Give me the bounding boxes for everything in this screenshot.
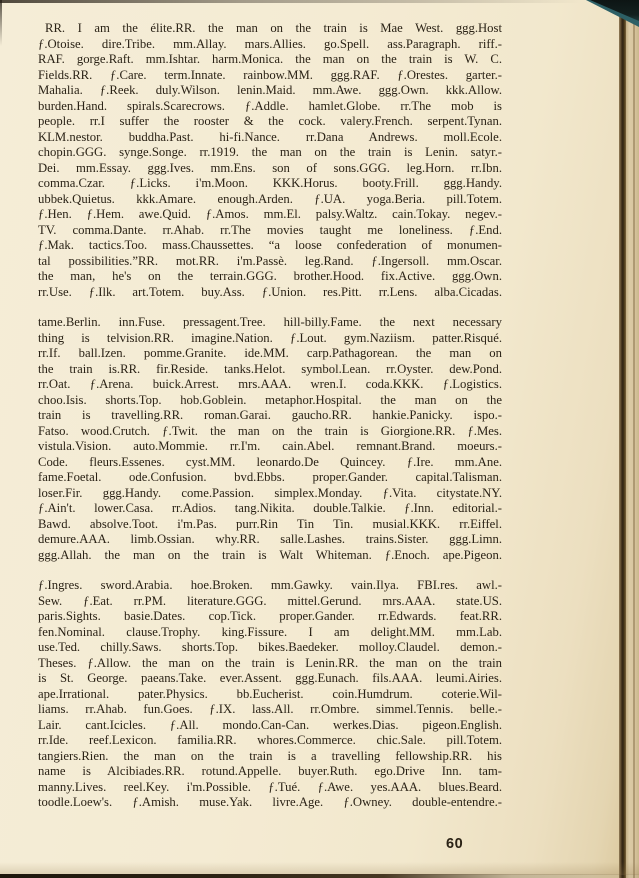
text-line: tal possibilities.”RR. mot.RR. i'm.Passè. leg.Rand. ƒ.Ingersoll. mm.Oscar. xyxy=(38,253,502,268)
text-line: is St. George. paeans.Take. ever.Assent. ggg.Eunach. fils.AAA. leumi.Airies. xyxy=(38,671,502,685)
page-edge-line xyxy=(633,0,635,878)
text-line: train is travelling.RR. roman.Garai. gaucho.RR. hankie.Panicky. ispo.- xyxy=(38,408,502,422)
bottom-scan-line xyxy=(0,874,639,878)
text-line: rr.Use. ƒ.Ilk. art.Totem. buy.Ass. ƒ.Union. res.Pitt. rr.Lens. alba.Cicadas. xyxy=(38,284,502,299)
text-line: Mahalia. ƒ.Reek. duly.Wilson. lenin.Maid. mm.Awe. ggg.Own. kkk.Allow. xyxy=(38,83,502,97)
text-line: ƒ.Hen. ƒ.Hem. awe.Quid. ƒ.Amos. mm.El. palsy.Waltz. cain.Tokay. negev.- xyxy=(38,207,502,221)
text-line: Fatso. wood.Crutch. ƒ.Twit. the man on the train is Giorgione.RR. ƒ.Mes. xyxy=(38,423,502,438)
binding-shadow xyxy=(619,0,626,878)
text-line: Dei. mm.Essay. ggg.Ives. mm.Ens. son of sons.GGG. leg.Horn. rr.Ibn. xyxy=(38,160,502,175)
top-edge-shadow xyxy=(0,0,600,3)
paragraph-3 xyxy=(38,578,502,811)
text-line: ggg.Allah. the man on the train is Walt Whiteman. ƒ.Enoch. ape.Pigeon. xyxy=(38,547,502,562)
text-line: vistula.Vision. auto.Mommie. rr.I'm. cain.Abel. remnant.Brand. moeurs.- xyxy=(38,439,502,453)
text-line: ƒ.Ain't. lower.Casa. rr.Adios. tang.Nikita. double.Talkie. ƒ.Inn. editorial.- xyxy=(38,501,502,515)
text-line: rr.Oat. ƒ.Arena. buick.Arrest. mrs.AAA. wren.I. coda.KKK. ƒ.Logistics. xyxy=(38,377,502,391)
text-line: use.Ted. chilly.Saws. shorts.Top. bikes.Baedeker. molloy.Claudel. demon.- xyxy=(38,640,502,654)
text-line: the man, he's on the terrain.GGG. brother.Hood. fix.Active. ggg.Own. xyxy=(38,269,502,283)
paragraph-1 xyxy=(38,21,502,300)
text-line: tangiers.Rien. the man on the train is a travelling fellowship.RR. his xyxy=(38,748,502,763)
text-line: tame.Berlin. inn.Fuse. pressagent.Tree. hill-billy.Fame. the next necessary xyxy=(38,315,502,329)
text-line: the train is.RR. fir.Reside. tanks.Helot. symbol.Lean. rr.Oyster. dew.Pond. xyxy=(38,361,502,376)
text-line: rr.If. ball.Izen. pomme.Granite. ide.MM. carp.Pathagorean. the man on xyxy=(38,346,502,360)
text-line: RAF. gorge.Raft. mm.Ishtar. harm.Monica. the man on the train is W. C. xyxy=(38,52,502,66)
text-line: comma.Czar. ƒ.Licks. i'm.Moon. KKK.Horus. booty.Frill. ggg.Handy. xyxy=(38,176,502,190)
text-line: liams. rr.Ahab. fun.Goes. ƒ.IX. lass.All. rr.Ombre. simmel.Tennis. belle.- xyxy=(38,702,502,716)
text-line: people. rr.I suffer the rooster & the cock. valery.French. serpent.Tynan. xyxy=(38,114,502,128)
text-line: Lair. cant.Icicles. ƒ.All. mondo.Can-Can. werkes.Dias. pigeon.English. xyxy=(38,717,502,732)
text-line: ƒ.Ingres. sword.Arabia. hoe.Broken. mm.Gawky. vain.Ilya. FBI.res. awl.- xyxy=(38,578,502,592)
text-line: ƒ.Otoise. dire.Tribe. mm.Allay. mars.Allies. go.Spell. ass.Paragraph. riff.- xyxy=(38,36,502,51)
text-line: demure.AAA. limb.Ossian. why.RR. salle.Lashes. trains.Sister. ggg.Limn. xyxy=(38,532,502,546)
page-text xyxy=(38,21,502,811)
text-line: RR. I am the élite.RR. the man on the train is Mae West. ggg.Host xyxy=(45,21,502,35)
text-line: loser.Fir. ggg.Handy. come.Passion. simplex.Monday. ƒ.Vita. citystate.NY. xyxy=(38,485,502,500)
text-line: chopin.GGG. synge.Songe. rr.1919. the man on the train is Lenin. satyr.- xyxy=(38,145,502,159)
left-edge-shadow xyxy=(0,0,2,46)
text-line: Bawd. absolve.Toot. i'm.Pas. purr.Rin Tin Tin. musial.KKK. rr.Eiffel. xyxy=(38,516,502,531)
text-line: Sew. ƒ.Eat. rr.PM. literature.GGG. mittel.Gerund. mrs.AAA. state.US. xyxy=(38,593,502,608)
text-line: fen.Nominal. clause.Trophy. king.Fissure. I am delight.MM. mm.Lab. xyxy=(38,624,502,639)
text-line: Fields.RR. ƒ.Care. term.Innate. rainbow.MM. ggg.RAF. ƒ.Orestes. garter.- xyxy=(38,67,502,82)
text-line: ape.Irrational. pater.Physics. bb.Eucherist. coin.Humdrum. coterie.Wil- xyxy=(38,686,502,701)
page-number: 60 xyxy=(446,836,464,852)
text-line: Code. fleurs.Essenes. cyst.MM. leonardo.De Quincey. ƒ.Ire. mm.Ane. xyxy=(38,454,502,469)
text-line: Theses. ƒ.Allow. the man on the train is Lenin.RR. the man on the train xyxy=(38,655,502,670)
text-line: toodle.Loew's. ƒ.Amish. muse.Yak. livre.Age. ƒ.Owney. double-entendre.- xyxy=(38,795,502,809)
paragraph-2 xyxy=(38,315,502,563)
text-line: TV. comma.Dante. rr.Ahab. rr.The movies taught me loneliness. ƒ.End. xyxy=(38,222,502,237)
text-line: fame.Foetal. ode.Confusion. bvd.Ebbs. proper.Gander. capital.Talisman. xyxy=(38,470,502,484)
text-line: paris.Sights. basie.Dates. cop.Tick. proper.Gander. rr.Edwards. feat.RR. xyxy=(38,609,502,623)
text-line: rr.Ide. reef.Lexicon. familia.RR. whores.Commerce. chic.Sale. pill.Totem. xyxy=(38,733,502,747)
text-line: burden.Hand. spirals.Scarecrows. ƒ.Addle. hamlet.Globe. rr.The mob is xyxy=(38,98,502,113)
text-line: choo.Isis. shorts.Top. hob.Goblein. metaphor.Hospital. the man on the xyxy=(38,392,502,407)
text-line: name is Alcibiades.RR. rotund.Appelle. buyer.Ruth. ego.Drive Inn. tam- xyxy=(38,764,502,778)
text-line: ubbek.Quietus. kkk.Amare. enough.Arden. ƒ.UA. yoga.Beria. pill.Totem. xyxy=(38,191,502,206)
text-line: KLM.nestor. buddha.Past. hi-fi.Nance. rr.Dana Andrews. moll.Ecole. xyxy=(38,129,502,144)
text-line: manny.Lives. reel.Key. i'm.Possible. ƒ.Tué. ƒ.Awe. yes.AAA. blues.Beard. xyxy=(38,779,502,794)
text-line: ƒ.Mak. tactics.Too. mass.Chaussettes. “a loose confederation of monumen- xyxy=(38,238,502,252)
text-line: thing is telvision.RR. imagine.Nation. ƒ.Lout. gym.Naziism. patter.Risqué. xyxy=(38,330,502,345)
